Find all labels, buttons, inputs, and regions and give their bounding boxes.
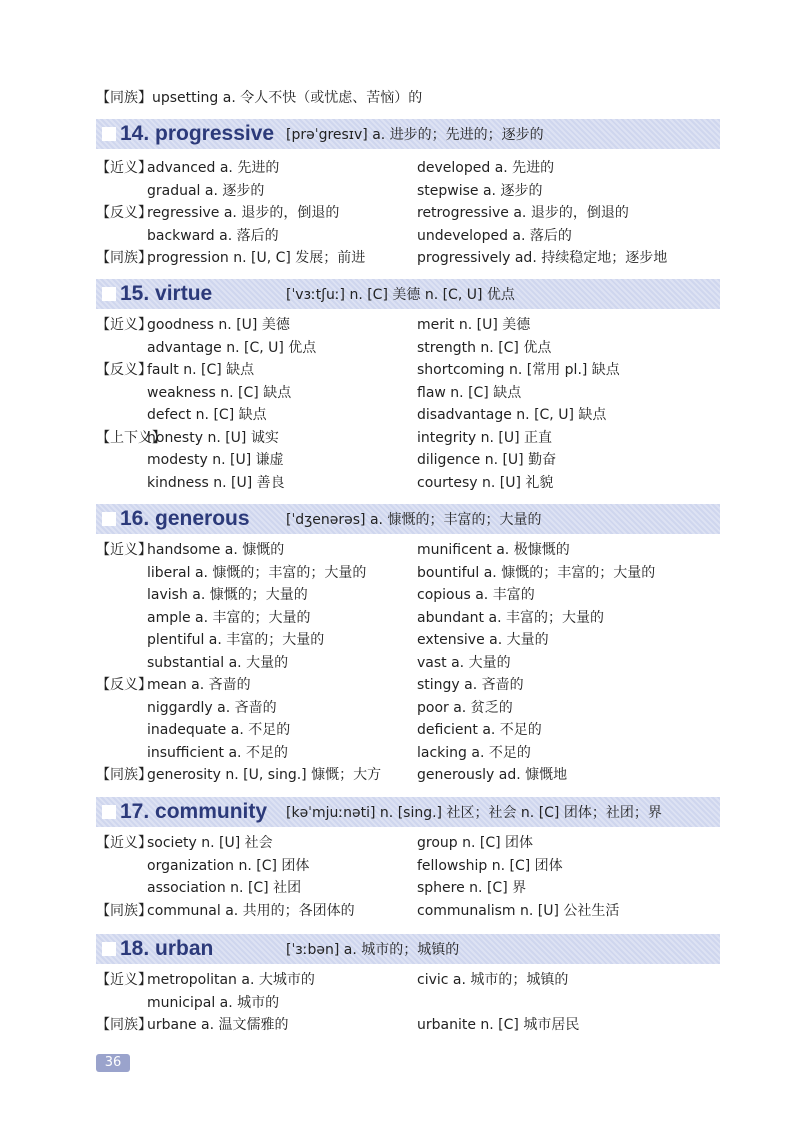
related-word-right: lacking a. 不足的 (417, 744, 531, 761)
entry-row (96, 539, 720, 562)
related-word-left: association n. [C] 社团 (147, 880, 302, 896)
related-word-left: regressive a. 退步的，倒退的 (147, 205, 340, 221)
related-word-right: urbanite n. [C] 城市居民 (417, 1017, 580, 1033)
entry-row (96, 629, 720, 652)
headword-definition: [ˈɜːbən] a. 城市的；城镇的 (286, 942, 460, 958)
related-word-left: substantial a. 大量的 (147, 654, 289, 671)
related-word-left: goodness n. [U] 美德 (147, 317, 290, 333)
related-word-right: flaw n. [C] 缺点 (417, 384, 522, 401)
related-word-right: disadvantage n. [C, U] 缺点 (417, 407, 607, 423)
relation-label: 【近义】 (96, 835, 152, 851)
entry-row (96, 877, 720, 900)
related-word-left: inadequate a. 不足的 (147, 722, 291, 738)
entry-row (96, 719, 720, 742)
related-word-left: liberal a. 慷慨的；丰富的；大量的 (147, 564, 367, 581)
related-word-left: plentiful a. 丰富的；大量的 (147, 632, 325, 648)
relation-label: 【同族】 (96, 767, 152, 783)
relation-label: 【反义】 (96, 677, 152, 693)
entry-row (96, 449, 720, 472)
entry-row (96, 992, 720, 1015)
related-word-left: advanced a. 先进的 (147, 160, 280, 176)
entry-rows (96, 314, 720, 494)
related-word-right: undeveloped a. 落后的 (417, 227, 572, 244)
entry-header (96, 504, 720, 534)
header-square-marker (102, 805, 116, 819)
relation-label: 【近义】 (96, 542, 152, 558)
entry-progressive (96, 119, 720, 270)
headword: 14. progressive (120, 122, 275, 145)
header-square-marker (102, 512, 116, 526)
entry-header (96, 934, 720, 964)
entry-row (96, 382, 720, 405)
related-word-right: courtesy n. [U] 礼貌 (417, 474, 554, 491)
related-word-left: organization n. [C] 团体 (147, 857, 310, 874)
entry-row (96, 427, 720, 450)
related-word-right: vast a. 大量的 (417, 654, 511, 671)
related-word-left: lavish a. 慷慨的；大量的 (147, 587, 308, 603)
headword-definition: [prəˈgresɪv] a. 进步的；先进的；逐步的 (286, 127, 544, 143)
related-word-right: bountiful a. 慷慨的；丰富的；大量的 (417, 564, 656, 581)
entry-header (96, 119, 720, 149)
related-word-left: fault n. [C] 缺点 (147, 362, 255, 378)
relation-label: 【近义】 (96, 160, 152, 176)
related-word-left: urbane a. 温文儒雅的 (147, 1017, 289, 1033)
entry-row (96, 472, 720, 495)
related-word: upsetting a. 令人不快（或忧虑、苦恼）的 (152, 90, 423, 106)
entry-rows (96, 969, 720, 1037)
header-square-marker (102, 287, 116, 301)
related-word-left: defect n. [C] 缺点 (147, 407, 267, 423)
relation-label: 【同族】 (96, 90, 152, 106)
related-word-left: progression n. [U, C] 发展；前进 (147, 250, 366, 266)
header-square-marker (102, 942, 116, 956)
relation-label: 【上下义】 (96, 429, 166, 446)
entry-row (96, 969, 720, 992)
entry-rows (96, 832, 720, 922)
headword: 15. virtue (120, 282, 213, 305)
related-word-left: ample a. 丰富的；大量的 (147, 609, 311, 626)
related-word-right: shortcoming n. [常用 pl.] 缺点 (417, 362, 620, 378)
entry-row (96, 180, 720, 203)
entry-row (96, 652, 720, 675)
related-word-left: advantage n. [C, U] 优点 (147, 339, 317, 356)
entry-virtue (96, 279, 720, 494)
entry-row (96, 697, 720, 720)
relation-label: 【近义】 (96, 972, 152, 988)
related-word-right: developed a. 先进的 (417, 160, 555, 176)
related-word-left: metropolitan a. 大城市的 (147, 972, 315, 988)
entry-community (96, 797, 720, 922)
related-word-right: copious a. 丰富的 (417, 587, 535, 603)
headword-definition: [kəˈmjuːnəti] n. [sing.] 社区；社会 n. [C] 团体；社团；界 (286, 805, 662, 821)
related-word-left: gradual a. 逐步的 (147, 182, 265, 199)
related-word-left: weakness n. [C] 缺点 (147, 384, 292, 401)
entry-row (96, 832, 720, 855)
entry-header (96, 797, 720, 827)
related-word-left: honesty n. [U] 诚实 (147, 429, 279, 446)
related-word-right: munificent a. 极慷慨的 (417, 542, 570, 558)
entry-row (96, 404, 720, 427)
related-word-right: integrity n. [U] 正直 (417, 429, 553, 446)
related-word-left: handsome a. 慷慨的 (147, 542, 285, 558)
relation-label: 【同族】 (96, 1017, 152, 1033)
related-word-left: municipal a. 城市的 (147, 994, 280, 1011)
top-continuation-line (96, 88, 422, 108)
entry-row (96, 764, 720, 787)
related-word-right: civic a. 城市的；城镇的 (417, 972, 569, 988)
header-square-marker (102, 127, 116, 141)
related-word-left: communal a. 共用的；各团体的 (147, 902, 355, 919)
related-word-right: diligence n. [U] 勤奋 (417, 452, 557, 468)
entry-row (96, 674, 720, 697)
related-word-right: stingy a. 吝啬的 (417, 677, 524, 693)
entry-urban (96, 934, 720, 1037)
relation-label: 【反义】 (96, 205, 152, 221)
entry-header (96, 279, 720, 309)
relation-label: 【同族】 (96, 902, 152, 919)
entry-row (96, 247, 720, 270)
related-word-right: retrogressive a. 退步的，倒退的 (417, 205, 629, 221)
entry-row (96, 202, 720, 225)
entry-generous (96, 504, 720, 787)
related-word-right: merit n. [U] 美德 (417, 317, 531, 333)
entry-row (96, 337, 720, 360)
related-word-left: backward a. 落后的 (147, 227, 279, 244)
related-word-left: generosity n. [U, sing.] 慷慨；大方 (147, 767, 382, 783)
related-word-right: generously ad. 慷慨地 (417, 767, 568, 783)
related-word-right: sphere n. [C] 界 (417, 880, 527, 896)
entry-row (96, 157, 720, 180)
headword: 18. urban (120, 937, 214, 960)
related-word-right: group n. [C] 团体 (417, 835, 534, 851)
related-word-right: extensive a. 大量的 (417, 632, 549, 648)
related-word-right: deficient a. 不足的 (417, 722, 542, 738)
entry-row (96, 359, 720, 382)
relation-label: 【反义】 (96, 362, 152, 378)
entry-row (96, 314, 720, 337)
related-word-right: stepwise a. 逐步的 (417, 182, 543, 199)
related-word-left: kindness n. [U] 善良 (147, 474, 285, 491)
entry-row (96, 900, 720, 923)
entry-row (96, 1014, 720, 1037)
relation-label: 【同族】 (96, 250, 152, 266)
related-word-right: progressively ad. 持续稳定地；逐步地 (417, 250, 668, 266)
related-word-left: niggardly a. 吝啬的 (147, 699, 277, 716)
entry-rows (96, 157, 720, 270)
related-word-left: insufficient a. 不足的 (147, 744, 288, 761)
entry-row (96, 584, 720, 607)
entry-row (96, 562, 720, 585)
headword: 17. community (120, 800, 268, 823)
related-word-left: mean a. 吝啬的 (147, 677, 251, 693)
entry-row (96, 855, 720, 878)
entry-rows (96, 539, 720, 787)
related-word-right: abundant a. 丰富的；大量的 (417, 609, 604, 626)
related-word-right: fellowship n. [C] 团体 (417, 857, 563, 874)
headword: 16. generous (120, 507, 250, 530)
entry-row (96, 742, 720, 765)
headword-definition: [ˈdʒenərəs] a. 慷慨的；丰富的；大量的 (286, 512, 542, 528)
relation-label: 【近义】 (96, 317, 152, 333)
related-word-right: poor a. 贫乏的 (417, 699, 513, 716)
headword-definition: [ˈvɜːtʃuː] n. [C] 美德 n. [C, U] 优点 (286, 287, 515, 303)
related-word-right: strength n. [C] 优点 (417, 339, 552, 356)
related-word-left: society n. [U] 社会 (147, 835, 273, 851)
entry-row (96, 607, 720, 630)
related-word-right: communalism n. [U] 公社生活 (417, 902, 620, 919)
page-number: 36 (96, 1054, 130, 1072)
entry-row (96, 225, 720, 248)
related-word-left: modesty n. [U] 谦虚 (147, 452, 284, 468)
